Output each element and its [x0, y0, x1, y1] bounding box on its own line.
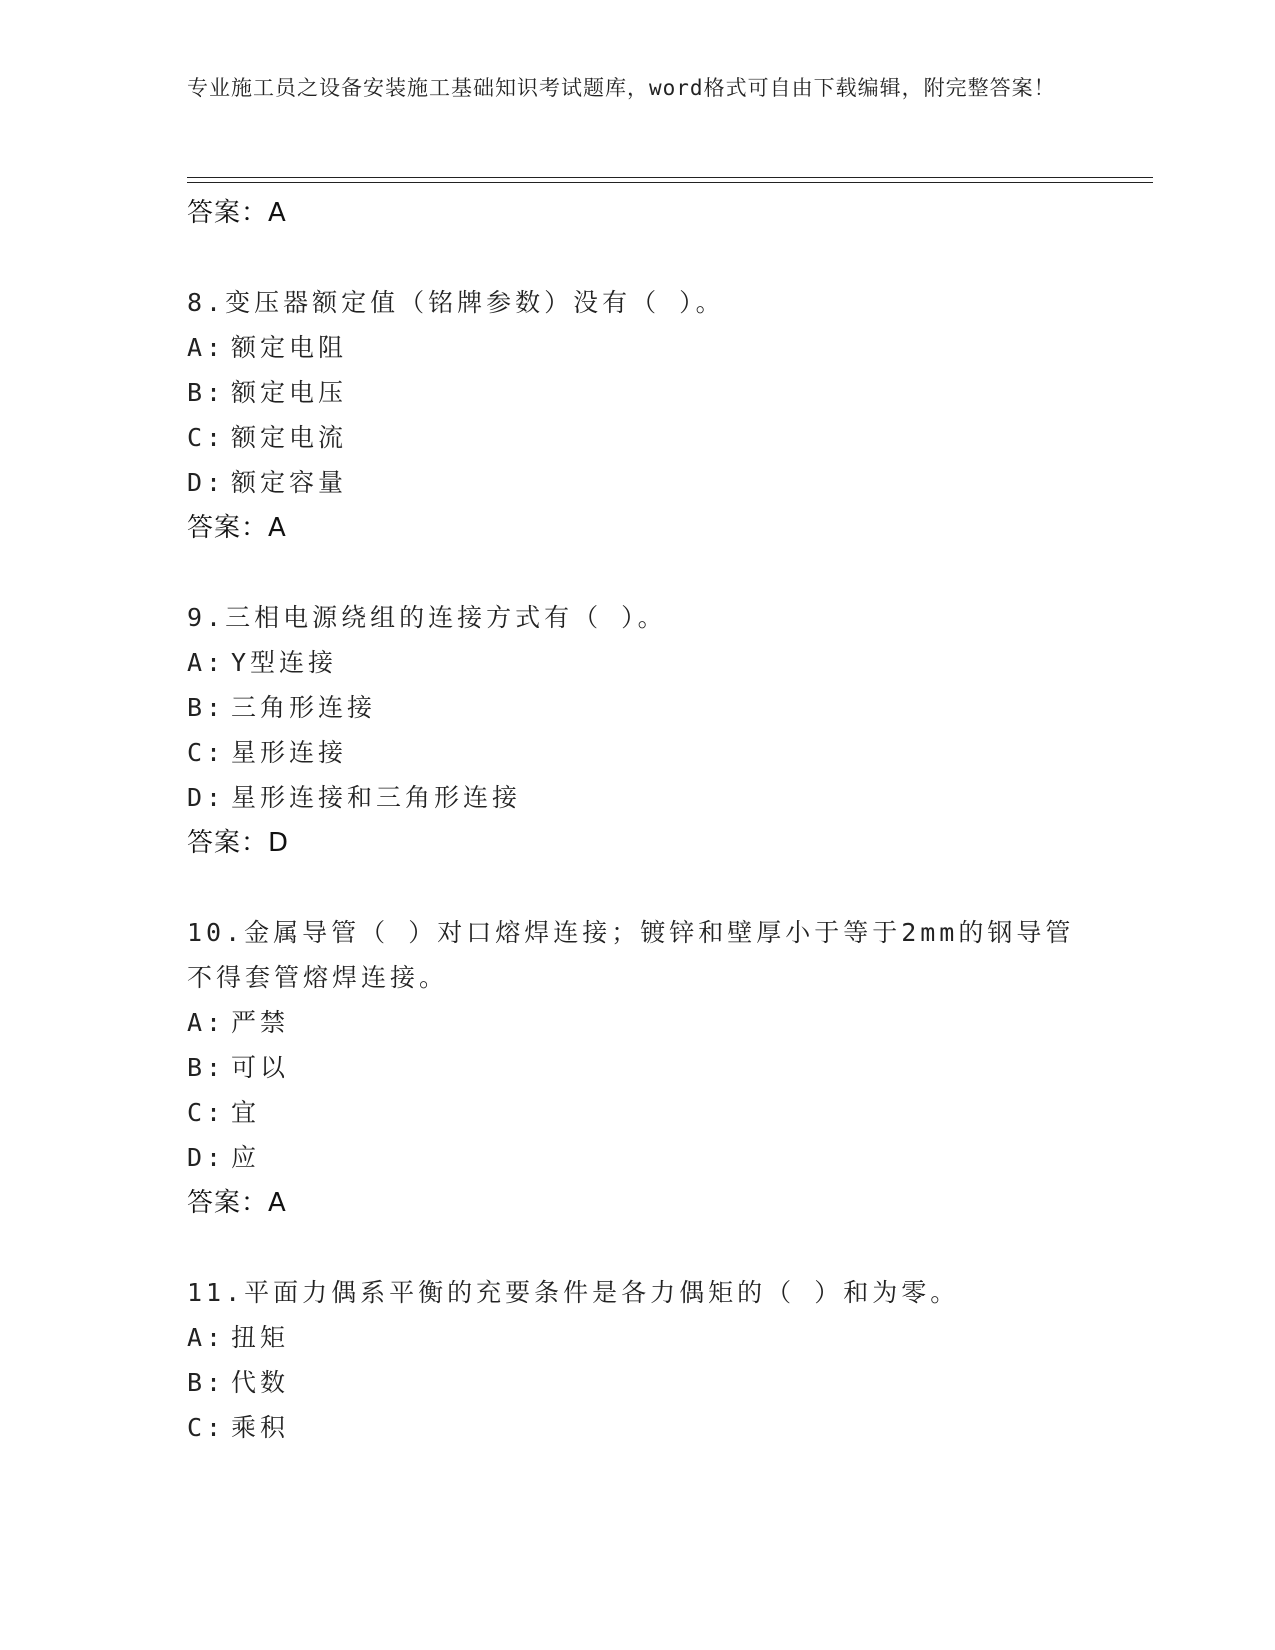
- answer-value: A: [268, 513, 287, 543]
- option-letter: A:: [187, 333, 226, 362]
- question-text: [187, 1270, 1087, 1315]
- option-letter: D:: [187, 783, 226, 812]
- option-text: 额定电流: [231, 423, 348, 452]
- question-number: 9.: [187, 603, 226, 632]
- option-text: Y型连接: [231, 648, 338, 677]
- question-9: [187, 595, 1087, 866]
- option-letter: A:: [187, 1008, 226, 1037]
- option-letter: C:: [187, 738, 226, 767]
- option-letter: A:: [187, 1323, 226, 1352]
- answer-line: [187, 820, 1087, 866]
- option-text: 额定容量: [231, 468, 348, 497]
- option-text: 三角形连接: [231, 693, 377, 722]
- question-body: 金属导管（ ）对口熔焊连接；镀锌和壁厚小于等于2mm的钢导管不得套管熔焊连接。: [187, 918, 1075, 992]
- option-text: 应: [231, 1143, 261, 1172]
- option-letter: C:: [187, 423, 226, 452]
- option-text: 代数: [231, 1368, 290, 1397]
- option-text: 额定电阻: [231, 333, 348, 362]
- option-text: 额定电压: [231, 378, 348, 407]
- option-text: 宜: [231, 1098, 261, 1127]
- answer-value: A: [268, 1188, 287, 1218]
- option-a: [187, 1315, 1087, 1360]
- option-d: [187, 460, 1087, 505]
- question-10: [187, 910, 1087, 1226]
- answer-label: 答案：: [187, 828, 269, 858]
- answer-value: A: [268, 198, 287, 228]
- option-a: [187, 1000, 1087, 1045]
- answer-label: 答案：: [187, 513, 269, 543]
- option-letter: B:: [187, 693, 226, 722]
- option-d: [187, 775, 1087, 820]
- option-c: [187, 1090, 1087, 1135]
- option-text: 扭矩: [231, 1323, 290, 1352]
- option-b: [187, 1360, 1087, 1405]
- option-c: [187, 1405, 1087, 1450]
- question-number: 8.: [187, 288, 226, 317]
- option-letter: B:: [187, 1053, 226, 1082]
- option-letter: B:: [187, 1368, 226, 1397]
- option-b: [187, 685, 1087, 730]
- option-a: [187, 640, 1087, 685]
- header-divider-top: [187, 177, 1153, 178]
- option-c: [187, 415, 1087, 460]
- question-body: 三相电源绕组的连接方式有（ ）。: [225, 603, 667, 632]
- option-text: 乘积: [231, 1413, 290, 1442]
- option-text: 可以: [231, 1053, 290, 1082]
- option-text: 星形连接: [231, 738, 348, 767]
- answer-line: [187, 190, 1087, 236]
- option-c: [187, 730, 1087, 775]
- option-b: [187, 370, 1087, 415]
- question-text: [187, 910, 1087, 1000]
- option-letter: D:: [187, 468, 226, 497]
- question-text: [187, 595, 1087, 640]
- header-divider-bottom: [187, 182, 1153, 183]
- question-8: [187, 280, 1087, 551]
- question-text: [187, 280, 1087, 325]
- option-letter: C:: [187, 1413, 226, 1442]
- option-letter: C:: [187, 1098, 226, 1127]
- question-11: [187, 1270, 1087, 1450]
- document-header: 专业施工员之设备安装施工基础知识考试题库，word格式可自由下载编辑，附完整答案！: [187, 76, 1056, 100]
- option-text: 星形连接和三角形连接: [231, 783, 522, 812]
- option-letter: D:: [187, 1143, 226, 1172]
- question-number: 11.: [187, 1278, 245, 1307]
- question-body: 变压器额定值（铭牌参数）没有（ ）。: [225, 288, 725, 317]
- option-a: [187, 325, 1087, 370]
- option-letter: B:: [187, 378, 226, 407]
- question-number: 10.: [187, 918, 245, 947]
- question-list: [187, 190, 1087, 1450]
- answer-line: [187, 1180, 1087, 1226]
- answer-label: 答案：: [187, 198, 269, 228]
- option-letter: A:: [187, 648, 226, 677]
- option-b: [187, 1045, 1087, 1090]
- answer-label: 答案：: [187, 1188, 269, 1218]
- option-d: [187, 1135, 1087, 1180]
- answer-line: [187, 505, 1087, 551]
- answer-value: D: [268, 828, 290, 858]
- question-body: 平面力偶系平衡的充要条件是各力偶矩的（ ）和为零。: [244, 1278, 960, 1307]
- option-text: 严禁: [231, 1008, 290, 1037]
